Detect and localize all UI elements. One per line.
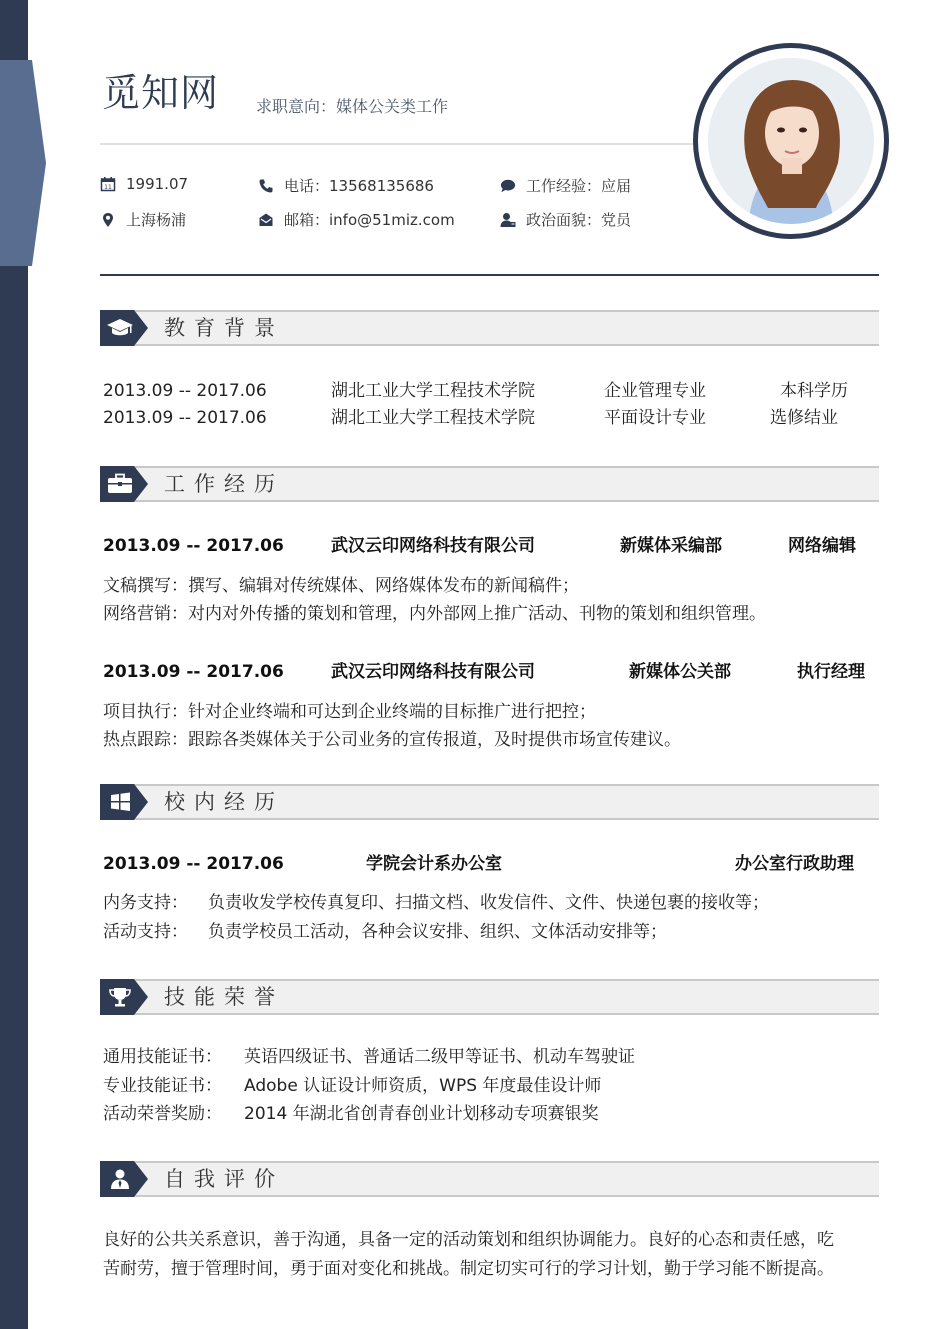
phone-value[interactable]: 电话：13568135686 — [284, 177, 434, 195]
work-2-period: 2013.09 -- 2017.06 — [103, 662, 284, 682]
experience-value: 工作经验：应届 — [526, 177, 632, 195]
self-eval-line-1: 良好的公共关系意识，善于沟通，具备一定的活动策划和组织协调能力。良好的心态和责任感，吃 — [103, 1230, 834, 1250]
self-eval-line-2: 苦耐劳，擅于管理时间，勇于面对变化和挑战。制定切实可行的学习计划，勤于学习能不断提高。 — [103, 1259, 834, 1279]
skill-3-text: 2014 年湖北省创青春创业计划移动专项赛银奖 — [244, 1104, 599, 1124]
campus-org: 学院会计系办公室 — [366, 854, 502, 874]
edu-1-school: 湖北工业大学工程技术学院 — [331, 381, 535, 401]
experience-info — [500, 175, 631, 196]
location-pin-icon — [100, 212, 116, 228]
work-2-role: 执行经理 — [797, 662, 865, 682]
politics-value: 政治面貌：党员 — [526, 211, 632, 229]
profile-photo — [708, 58, 874, 224]
chat-bubble-icon — [500, 178, 516, 194]
calendar-icon — [100, 176, 116, 192]
location-info — [100, 209, 186, 230]
skill-1-label: 通用技能证书： — [103, 1047, 222, 1067]
campus-item-1-label: 内务支持： — [103, 893, 188, 913]
section-campus — [100, 784, 879, 818]
work-1-line-2: 网络营销：对内对外传播的策划和管理，内外部网上推广活动、刊物的策划和组织管理。 — [103, 604, 766, 624]
envelope-icon — [258, 212, 274, 228]
work-1-company: 武汉云印网络科技有限公司 — [331, 536, 535, 556]
work-1-period: 2013.09 -- 2017.06 — [103, 536, 284, 556]
campus-item-2-text: 负责学校员工活动，各种会议安排、组织、文体活动安排等； — [208, 922, 667, 942]
email-info — [258, 209, 455, 230]
section-title-skills: 技能荣誉 — [164, 985, 284, 1009]
section-title-self: 自我评价 — [164, 1167, 284, 1191]
work-2-dept: 新媒体公关部 — [629, 662, 731, 682]
campus-period: 2013.09 -- 2017.06 — [103, 854, 284, 874]
section-title-education: 教育背景 — [164, 316, 284, 340]
edu-2-period: 2013.09 -- 2017.06 — [103, 408, 267, 428]
work-1-role: 网络编辑 — [788, 536, 856, 556]
campus-item-2-label: 活动支持： — [103, 922, 188, 942]
job-intent: 求职意向：媒体公关类工作 — [256, 97, 449, 116]
header-divider — [100, 274, 879, 276]
section-title-campus: 校内经历 — [164, 790, 284, 814]
location-value: 上海杨浦 — [126, 211, 187, 229]
edu-2-school: 湖北工业大学工程技术学院 — [331, 408, 535, 428]
campus-item-1-text: 负责收发学校传真复印、扫描文档、收发信件、文件、快递包裹的接收等； — [208, 893, 769, 913]
work-1-dept: 新媒体采编部 — [620, 536, 722, 556]
section-work — [100, 466, 879, 500]
skill-1-text: 英语四级证书、普通话二级甲等证书、机动车驾驶证 — [244, 1047, 635, 1067]
edu-1-degree: 本科学历 — [780, 381, 848, 401]
birth-info — [100, 175, 188, 193]
section-title-work: 工作经历 — [164, 472, 284, 496]
person-icon — [500, 212, 516, 228]
sidebar-tab — [0, 60, 46, 266]
section-skills — [100, 979, 879, 1013]
skill-2-text: Adobe 认证设计师资质，WPS 年度最佳设计师 — [244, 1076, 602, 1096]
profile-photo-frame — [693, 43, 889, 239]
work-2-company: 武汉云印网络科技有限公司 — [331, 662, 535, 682]
edu-2-degree: 选修结业 — [770, 408, 838, 428]
skill-2-label: 专业技能证书： — [103, 1076, 222, 1096]
edu-2-major: 平面设计专业 — [604, 408, 706, 428]
edu-1-major: 企业管理专业 — [604, 381, 706, 401]
birth-value: 1991.07 — [126, 175, 189, 193]
work-2-line-1: 项目执行：针对企业终端和可达到企业终端的目标推广进行把控； — [103, 702, 596, 722]
work-2-line-2: 热点跟踪：跟踪各类媒体关于公司业务的宣传报道，及时提供市场宣传建议。 — [103, 730, 681, 750]
candidate-name: 觅知网 — [102, 71, 220, 115]
politics-info — [500, 209, 631, 230]
skill-3-label: 活动荣誉奖励： — [103, 1104, 222, 1124]
work-1-line-1: 文稿撰写：撰写、编辑对传统媒体、网络媒体发布的新闻稿件； — [103, 576, 579, 596]
phone-icon — [258, 178, 274, 194]
campus-role: 办公室行政助理 — [735, 854, 854, 874]
section-education — [100, 310, 879, 344]
section-self — [100, 1161, 879, 1195]
svg-text:11: 11 — [104, 184, 112, 191]
edu-1-period: 2013.09 -- 2017.06 — [103, 381, 267, 401]
name-divider — [100, 143, 698, 145]
phone-info — [258, 175, 434, 196]
email-value[interactable]: 邮箱：info@51miz.com — [284, 211, 455, 229]
